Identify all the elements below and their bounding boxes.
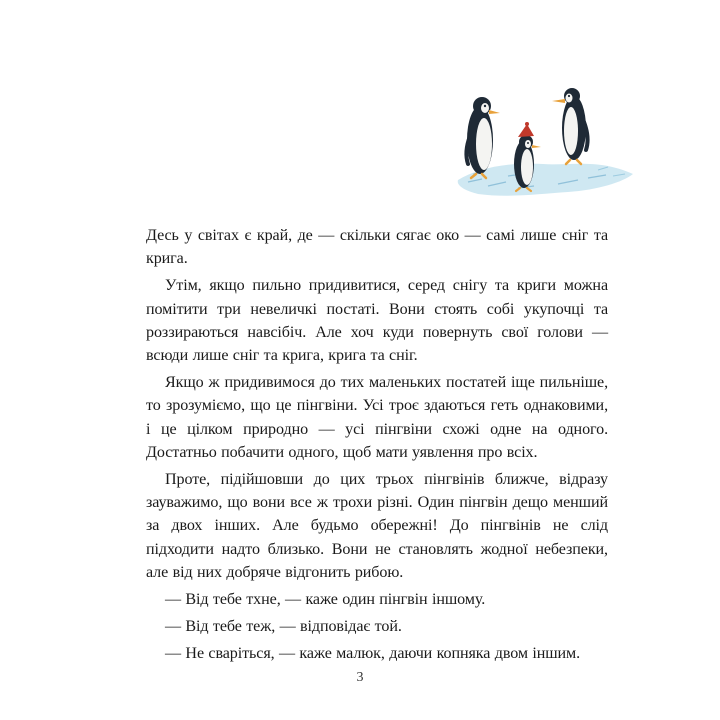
- paragraph-3: Якщо ж придивимося до тих маленьких постатей іще пильніше, то зрозуміємо, що це пінгвіни. Усі троє здаються геть однаковими, і це цілком природно — усі пінгвіни схожі одне на одного. Достатньо побачити одного, щоб мати уявлення про всіх.: [146, 374, 608, 461]
- paragraph-4: Проте, підійшовши до цих трьох пінгвінів ближче, відразу зауважимо, що вони все ж трохи різні. Один пінгвін дещо менший за двох інших. Але будьмо обережні! До пінгвінів не слід підходити надто близько. Вони не становлять жодної небезпеки, але від них добряче відгонить рибою.: [146, 471, 608, 581]
- penguin-right-icon: [552, 88, 588, 164]
- paragraph-2: Утім, якщо пильно придивитися, серед снігу та криги можна помітити три невеличкі постаті. Вони стоять собі укупочці та роззираються навсібіч. Але хоч куди повернуть свої голови — всюди лише сніг та крига, крига та сніг.: [146, 277, 608, 365]
- paragraph-1: Десь у світах є край, де — скільки сягає око — самі лише сніг та крига.: [146, 227, 608, 268]
- story-text: [146, 224, 608, 670]
- dialogue-line-1: — Від тебе тхне, — каже один пінгвін іншому.: [165, 591, 486, 609]
- penguin-left-icon: [466, 97, 500, 178]
- page-number: 3: [356, 670, 364, 685]
- penguins-illustration: [448, 78, 648, 208]
- dialogue-line-3: — Не сваріться, — каже малюк, даючи копняка двом іншим.: [165, 645, 581, 663]
- dialogue-line-2: — Від тебе теж, — відповідає той.: [165, 618, 402, 636]
